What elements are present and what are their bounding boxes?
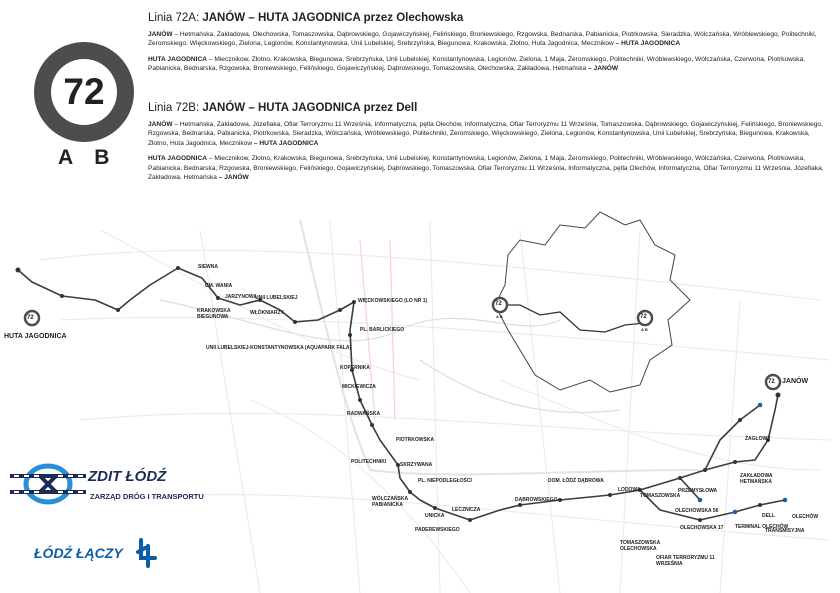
stop-dot xyxy=(468,518,472,522)
stop-dot xyxy=(348,333,352,337)
stop-label: CM. WANIA xyxy=(205,283,233,289)
terminus-badge-number: 72 xyxy=(768,379,775,385)
stop-dot xyxy=(733,460,737,464)
lodz-laczy-icon xyxy=(135,538,161,568)
route-b-dir1-body: – Hetmańska, Zakładowa, Józefiaka, Ofiar Terroryzmu 11 Września, Informatyczna, pętla Olechów, Informatyczna, Ofiar Terroryzmu 11 Września, Tomaszowska, Dąbrowskiego, Gojawiczyńskiej, Felińskiego, Broniewskiego, Rzgowska, Bednarska, Pabianicka, Piotrkowska, Sieradzka, Wólczańska, Wróblewskiego, Politechniki, Żeromskiego, Więckowskiego, Zielona, Legionów, Konstantynowska, Unii Lubelskiej, Srebrzyńska, Biegunowa, Krakowska, Złotno, Huta Jagodnica, Mecznikow xyxy=(148,121,823,147)
stop-label: MICKIEWICZA xyxy=(342,384,376,390)
route-b-title xyxy=(148,102,828,114)
stop-dot xyxy=(60,294,64,298)
route-b-dir2-body: – Miecznikow, Złotno, Krakowska, Biegunowa, Srebrzyńska, Unii Lubelskiej, Konstantynowska, Legionów, Zielona, 1 Maja, Żeromskiego, Politechniki, Wróblewskiego, Wólczańska, Czerwona, Piotrkowska, Pabianicka, Bednarska, Rzgowska, Broniewskiego, Felińskiego, Gojawiczyńskiej, Dąbrowskiego, Tomaszowska, Ofiar Terroryzmu 11 Września, Informatyczna, pętla Olechów, Informatyczna, Ofiar Terroryzmu 11 Września, Józefiaka, Zakładowa, Hetmańska xyxy=(148,155,824,182)
route-a-dir2-start: HUTA JAGODNICA xyxy=(148,55,207,63)
inset-badge-number: 72 xyxy=(495,301,502,307)
stop-dot xyxy=(738,418,742,422)
stop-label: PRZEMYSŁOWA xyxy=(678,488,718,494)
stop-label: UNII LUBELSKIEJ xyxy=(255,295,298,301)
lodz-laczy-wordmark: ŁÓDŹ ŁĄCZY xyxy=(34,545,123,561)
inset-badge-number: 72 xyxy=(640,314,647,320)
stop-dot xyxy=(698,518,702,522)
stop-dot xyxy=(216,296,220,300)
stop-dot xyxy=(433,506,437,510)
route-b-direction-1 xyxy=(148,120,828,148)
stop-label: TERMINAL OLECHÓW xyxy=(735,524,789,530)
stop-label: TOMASZOWSKA xyxy=(640,493,681,499)
stop-label: OFIAR TERRORYZMU 11 WRZEŚNIA xyxy=(656,555,715,567)
stop-label: LECZNICZA xyxy=(452,507,481,513)
stop-dot xyxy=(678,476,682,480)
terminus-badge-number: 72 xyxy=(27,315,34,321)
line-badge xyxy=(34,42,134,142)
stop-label: UNII LUBELSKIEJ-KONSTANTYNOWSKA (AQUAPARK FALA) xyxy=(206,345,352,351)
route-b-dir1-start: JANÓW xyxy=(148,121,173,128)
route-a-to: HUTA JAGODNICA przez Olechowska xyxy=(257,12,464,24)
route-a-dir2-body: – Miecznikow, Złotno, Krakowska, Biegunowa, Srebrzyńska, Unii Lubelskiej, Konstantynowska, Legionów, Zielona, 1 Maja, Żeromskiego, Politechniki, Wróblewskiego, Wólczańska, Czerwona, Piotrkowska, Pabianicka, Bednarska, Rzgowska, Broniewskiego, Felińskiego, Gojawiczyńskiej, Dąbrowskiego, Tomaszowska, Olechowska, Zakładowa, Hetmańska xyxy=(148,55,805,73)
route-b-label: Linia 72B: xyxy=(148,102,200,114)
stop-label: OLECHÓW xyxy=(792,514,819,520)
stop-dot xyxy=(608,493,612,497)
stop-label: WŁÓKNIARZY xyxy=(250,310,284,316)
stop-dot xyxy=(370,423,374,427)
stop-label: OLECHOWSKA 56 xyxy=(675,508,719,514)
stop-dot xyxy=(776,393,781,398)
route-a-label: Linia 72A: xyxy=(148,12,200,24)
route-a-title xyxy=(148,12,828,24)
route-a-dir2-end: – JANÓW xyxy=(588,65,619,73)
route-b-dir2-end: – JANÓW xyxy=(218,174,249,182)
stop-dot xyxy=(176,266,180,270)
route-a-from: JANÓW xyxy=(202,12,246,24)
stop-dot xyxy=(408,490,412,494)
stop-dot xyxy=(518,503,522,507)
stop-dot xyxy=(758,503,762,507)
stop-label: OLECHOWSKA 17 xyxy=(680,525,724,531)
line-number: 72 xyxy=(51,59,117,125)
stop-dot xyxy=(338,308,342,312)
stop-label: TOMASZOWSKA OLECHOWSKA xyxy=(620,540,660,552)
route-b-dir2-start: HUTA JAGODNICA xyxy=(148,155,207,163)
stop-label: PADEREWSKIEGO xyxy=(415,527,460,533)
stop-label: WIĘCKOWSKIEGO (LO NR 1) xyxy=(358,298,428,304)
stop-dot xyxy=(358,398,362,402)
stop-label: ŻAGLOWY xyxy=(745,436,771,442)
stop-dot xyxy=(558,498,562,502)
stop-label: DĄBROWSKIEGO xyxy=(515,497,558,503)
terminus-west-label: HUTA JAGODNICA xyxy=(4,333,67,340)
stop-label: UNICKA xyxy=(425,513,445,519)
stop-label: PL. BARLICKIEGO xyxy=(360,327,405,333)
route-a-dir1-body: – Hetmańska, Zakładowa, Olechowska, Tomaszowska, Dąbrowskiego, Gojawiczyńskiej, Felińskiego, Broniewskiego, Rzgowska, Bednarska, Pabianicka, Piotrkowska, Sieradzka, Wólczańska, Wróblewskiego, Politechniki, Żeromskiego, Więckowskiego, Zielona, Legionów, Konstantynowska, Unii Lubelskiej, Srebrzyńska, Biegunowa, Krakowska, Złotno, Huta Jagodnica, Mecznikow xyxy=(148,31,817,48)
stop-dot xyxy=(703,468,707,472)
city-outline-inset xyxy=(495,212,690,392)
route-b-from: JANÓW xyxy=(202,102,246,114)
route-b-to: HUTA JAGODNICA przez Dell xyxy=(257,102,418,114)
stop-label: PIOTRKOWSKA xyxy=(396,437,435,443)
route-b-direction-2 xyxy=(148,154,828,182)
inset-badge-sub: A B xyxy=(641,327,648,332)
stop-dot xyxy=(16,268,21,273)
stop-label: SKRZYWANA xyxy=(400,462,433,468)
stop-label: LODOWA xyxy=(618,487,641,493)
stop-dot xyxy=(293,320,297,324)
stop-label: DELL xyxy=(762,513,776,519)
stop-label: TRANSMISYJNA xyxy=(765,528,805,534)
stop-label: WÓLCZAŃSKA PABIANICKA xyxy=(372,496,408,508)
stop-label: DOM. ŁÓDŹ DĄBROWA xyxy=(548,478,604,484)
inset-route xyxy=(500,305,645,332)
zdit-name: ZDIT ŁÓDŹ xyxy=(88,468,167,485)
stop-dot xyxy=(352,300,356,304)
stop-label: KOPERNIKA xyxy=(340,365,371,371)
route-b-dir1-end: – HUTA JAGODNICA xyxy=(253,139,319,147)
stop-label: JARZYNOWA xyxy=(225,294,257,300)
route-a-section xyxy=(148,12,828,74)
route-b-section xyxy=(148,102,828,182)
stop-label: RADWAŃSKA xyxy=(347,411,381,417)
stop-label: ZAKŁADOWA HETMAŃSKA xyxy=(740,473,773,485)
line-variants: A B xyxy=(58,146,118,169)
route-a-direction-2 xyxy=(148,55,828,74)
zdit-subtitle: ZARZĄD DRÓG I TRANSPORTU xyxy=(90,492,204,501)
route-a-direction-1 xyxy=(148,30,828,49)
route-a-sep: – xyxy=(245,12,258,24)
background-rail xyxy=(300,220,700,474)
inset-badge-sub: A B xyxy=(496,314,503,319)
stop-label: PL. NIEPODLEGŁOŚCI xyxy=(418,478,472,484)
route-b-sep: – xyxy=(245,102,258,114)
stop-label: KRAKOWSKA BIEGUNOWA xyxy=(197,308,231,320)
stop-label: POLITECHNIKI xyxy=(351,459,387,465)
stop-dot xyxy=(116,308,120,312)
route-a-dir1-end: – HUTA JAGODNICA xyxy=(615,40,681,48)
terminus-east-label: JANÓW xyxy=(782,378,809,385)
stop-label: SIEWNA xyxy=(198,264,218,270)
route-a-dir1-start: JANÓW xyxy=(148,31,173,38)
